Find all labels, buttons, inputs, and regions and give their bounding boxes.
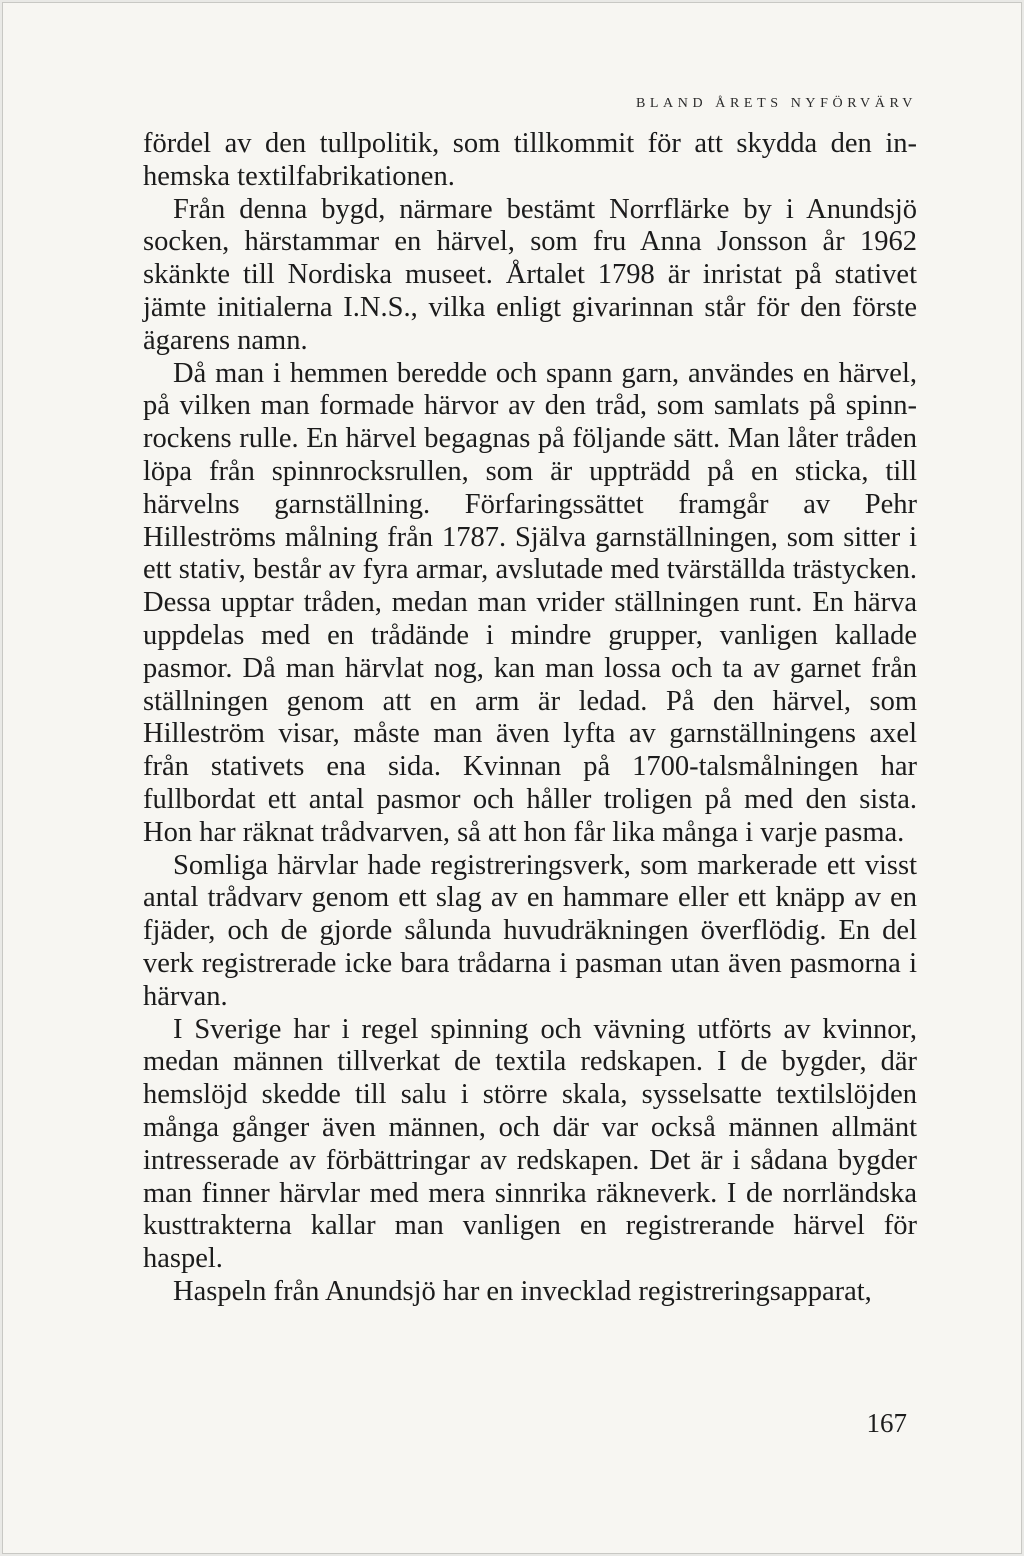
paragraph: Från denna bygd, närmare bestämt Norrflärke by i Anundsjö socken, härstammar en härvel, som fru Anna Jonsson år 1962 skänkte till Nordiska museet. Årtalet 1798 är inristat på stativet jämte initialerna I.N.S., vilka enligt givarinnan står för den förste ägarens namn.	[143, 193, 917, 356]
paragraph: Då man i hemmen beredde och spann garn, användes en härvel, på vilken man formade härvor av den tråd, som samlats på spinnrockens rulle. En härvel begagnas på följande sätt. Man låter tråden löpa från spinnrocksrullen, som är uppträdd på en sticka, till härvelns garnställning. Förfaringssättet framgår av Pehr Hilleströms målning från 1787. Själva garnställningen, som sitter i ett stativ, består av fyra armar, avslutade med tvärställda trästycken. Dessa upptar tråden, medan man vrider ställningen runt. En härva uppdelas med en trådände i mindre grupper, vanligen kallade pasmor. Då man härvlat nog, kan man lossa och ta av garnet från ställningen genom att en arm är ledad. På den härvel, som Hilleström visar, måste man även lyfta av garnställningens axel från stativets ena sida. Kvinnan på 1700-talsmålningen har fullbordat ett antal pasmor och håller troligen på med den sista. Hon har räknat trådvarven, så att hon får lika många i varje pasma.	[143, 357, 917, 848]
paragraph: I Sverige har i regel spinning och vävning utförts av kvinnor, medan männen tillverkat de textila redskapen. I de bygder, där hemslöjd skedde till salu i större skala, sysselsatte textilslöjden många gånger även männen, och där var också männen allmänt intresserade av förbättringar av redskapen. Det är i sådana bygder man finner härvlar med mera sinnrika räkneverk. I de norrländska kusttrakterna kallar man vanligen en registrerande härvel för haspel.	[143, 1013, 917, 1275]
paragraph-continuation: fördel av den tullpolitik, som tillkommit för att skydda den inhemska textilfabrikationen.	[143, 128, 917, 192]
page-number: 167	[866, 1408, 907, 1438]
paragraph: Somliga härvlar hade registreringsverk, som markerade ett visst antal trådvarv genom ett slag av en hammare eller ett knäpp av en fjäder, och de gjorde sålunda huvudräkningen överflödig. En del verk registrerade icke bara trådarna i pasman utan även pasmorna i härvan.	[143, 849, 917, 1012]
running-head: BLAND ÅRETS NYFÖRVÄRV	[635, 96, 917, 111]
book-page	[2, 2, 1022, 1554]
paragraph: Haspeln från Anundsjö har en invecklad registreringsapparat,	[173, 1275, 872, 1307]
body-text	[143, 128, 917, 1309]
